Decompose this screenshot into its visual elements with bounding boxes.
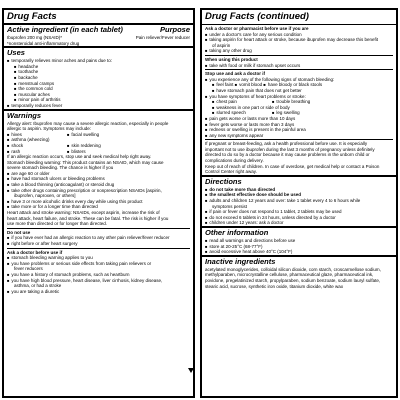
warnings-header: Warnings <box>4 109 193 121</box>
ask-doctor-header: Ask a doctor before use if <box>7 249 63 255</box>
do-not-use-item: ■ right before or after heart surgery <box>4 241 193 247</box>
stop-use-bleed-intro: ■ you experience any of the following signs of stomach bleeding: <box>202 77 396 83</box>
uses-fever: ■ temporarily reduces fever <box>4 103 193 109</box>
heart-warning-line: heart attack, heart failure, and stroke. These can be fatal. The risk is higher if you <box>7 215 169 221</box>
symptom: ■ blisters <box>67 149 86 154</box>
uses-intro: ■ temporarily relieves minor aches and pains due to: <box>4 58 193 64</box>
stomach-warning-line: severe stomach bleeding. The chance is higher if you <box>7 165 114 171</box>
stomach-item: ■ have 3 or more alcoholic drinks every day while using this product <box>4 199 193 205</box>
stop-use-item: ■ pain gets worse or lasts more than 10 days <box>202 116 396 122</box>
ingredient-purpose: Pain reliever/Fever reducer <box>135 35 190 40</box>
drug-facts-continued-title: Drug Facts (continued) <box>205 11 309 22</box>
ask-pharmacist-item-cont: of aspirin <box>212 42 231 48</box>
do-not-use-item: ■ if you have ever had an allergic reaction to any other pain reliever/fever reducer <box>4 235 193 241</box>
use-item: ■ menstrual cramps <box>4 81 193 87</box>
stomach-item-cont: ibuprofen, naproxen, or others] <box>14 193 76 199</box>
ask-doctor-item: ■ you have high blood pressure, heart disease, liver cirrhosis, kidney disease, <box>4 278 193 284</box>
ask-pharmacist-header: Ask a doctor or pharmacist before use if you are <box>205 26 309 31</box>
stomach-item: ■ take more or for a longer time than directed <box>4 204 193 210</box>
ask-pharmacist-item: ■ taking aspirin for heart attack or stroke, because ibuprofen may decrease this benefit <box>202 37 396 43</box>
allergy-after: If an allergic reaction occurs, stop use and seek medical help right away. <box>7 154 152 160</box>
use-item: ■ backache <box>4 75 193 81</box>
purpose-heading: Purpose <box>159 25 190 34</box>
pregnancy-line: directed to do so by a doctor because it may cause problems in the unborn child or <box>205 152 370 158</box>
directions-item: ■ adults and children 12 years and over: take 1 tablet every 4 to 6 hours while <box>202 198 396 204</box>
drug-facts-left-panel <box>2 8 195 398</box>
active-ingredient-heading: Active ingredient (in each tablet) <box>7 25 123 34</box>
ask-doctor-item: ■ you are taking a diuretic <box>4 289 193 295</box>
pregnancy-line: complications during delivery. <box>205 158 264 164</box>
heart-warning-line: use more than directed or for longer than directed. <box>7 221 108 227</box>
pregnancy-line: important not to use ibuprofen during the last 3 months of pregnancy unless definitely <box>205 146 375 152</box>
directions-item: ■ the smallest effective dose should be used <box>202 192 396 198</box>
directions-item: ■ do not take more than directed <box>202 187 396 193</box>
inactive-line: acetylated monoglycerides, colloidal silicon dioxide, corn starch, croscarmellose sodium, <box>205 266 381 272</box>
stop-use-heart-intro: ■ you have symptoms of heart problems or stroke: <box>202 94 396 100</box>
symptom: ■ facial swelling <box>67 132 99 137</box>
do-not-use-header: Do not use <box>7 229 31 235</box>
use-item: ■ the common cold <box>4 86 193 92</box>
allergy-alert-line: allergic to aspirin. Symptoms may include: <box>7 126 92 132</box>
stop-use-item: ■ fever gets worse or lasts more than 3 days <box>202 122 396 128</box>
use-item: ■ minor pain of arthritis <box>4 97 193 103</box>
ask-pharmacist-item: ■ under a doctor's care for any serious condition <box>202 32 396 38</box>
sign: ■ trouble breathing <box>272 99 310 104</box>
sign: ■ slurred speech <box>212 110 272 116</box>
sign: ■ leg swelling <box>272 110 300 115</box>
active-ingredient-header <box>4 23 193 35</box>
when-using-item: ■ take with food or milk if stomach upset occurs <box>202 63 396 69</box>
stomach-item: ■ are age 60 or older <box>4 171 193 177</box>
use-item: ■ muscular aches <box>4 92 193 98</box>
inactive-line: povidone, pregelatinized starch, propylparaben, sodium benzoate, sodium lauryl sulfate, <box>205 277 381 283</box>
inactive-ingredients-header: Inactive ingredients <box>202 255 396 267</box>
ask-doctor-item: ■ you have a history of stomach problems, such as heartburn <box>4 272 193 278</box>
directions-item: ■ do not exceed 6 tablets in 24 hours, unless directed by a doctor <box>202 215 396 221</box>
symptom: ■ rash <box>7 149 67 155</box>
symptom: ■ asthma (wheezing) <box>7 137 49 142</box>
stomach-item: ■ take other drugs containing prescription or nonprescription NSAIDs [aspirin, <box>4 188 193 194</box>
symptom: ■ hives <box>7 132 67 138</box>
directions-item-cont: symptoms persist <box>212 203 248 209</box>
stop-use-item: ■ redness or swelling is present in the painful area <box>202 127 396 133</box>
stomach-item: ■ take a blood thinning (anticoagulant) or steroid drug <box>4 182 193 188</box>
use-item: ■ toothache <box>4 69 193 75</box>
stomach-warning-line: Stomach bleeding warning: This product contains an NSAID, which may cause <box>7 159 164 165</box>
ask-doctor-item: ■ you have problems or serious side effects from taking pain relievers or <box>4 261 193 267</box>
ask-doctor-item: ■ stomach bleeding warning applies to you <box>4 255 193 261</box>
stomach-item: ■ have had stomach ulcers or bleeding problems <box>4 176 193 182</box>
symptom: ■ skin reddening <box>67 143 101 148</box>
sign: ■ have stomach pain that does not get better <box>212 88 302 93</box>
stop-use-item: ■ any new symptoms appear <box>202 133 396 139</box>
directions-item: ■ if pain or fever does not respond to 1 tablet, 2 tablets may be used <box>202 209 396 215</box>
keep-out-line: Keep out of reach of children. In case of overdose, get medical help or contact a Poison <box>205 163 380 169</box>
drug-facts-right-panel <box>200 8 398 398</box>
other-info-header: Other information <box>202 226 396 238</box>
drug-facts-title: Drug Facts <box>7 11 57 22</box>
inactive-line: stearic acid, sucrose, synthetic iron oxide, titanium dioxide, white wax <box>205 283 344 289</box>
ask-doctor-item-cont: fever reducers <box>14 266 43 272</box>
ask-pharmacist-item: ■ taking any other drug <box>202 48 396 54</box>
sign: ■ vomit blood <box>235 82 262 87</box>
keep-out-line: Control Center right away. <box>205 169 257 175</box>
nsaid-footnote: *nonsteroidal anti-inflammatory drug <box>7 40 80 46</box>
when-using-header: When using this product <box>205 56 258 62</box>
heart-warning-line: Heart attack and stroke warning: NSAIDs, except aspirin, increase the risk of <box>7 210 160 216</box>
directions-header: Directions <box>202 175 396 187</box>
continued-arrow-icon <box>188 368 194 373</box>
ingredient-name: Ibuprofen 200 mg (NSAID)* <box>7 35 63 40</box>
sign: ■ feel faint <box>212 82 233 87</box>
sign: ■ chest pain <box>212 99 272 105</box>
other-info-item: ■ avoid excessive heat above 40°C (104°F) <box>202 249 396 255</box>
ask-doctor-item-cont: asthma, or had a stroke <box>14 283 62 289</box>
stop-use-header: Stop use and ask a doctor if <box>205 71 266 77</box>
symptom: ■ shock <box>7 143 67 149</box>
sign: ■ have bloody or black stools <box>263 82 322 87</box>
other-info-item: ■ store at 20-25°C (68-77°F) <box>202 244 396 250</box>
pregnancy-line: If pregnant or breast-feeding, ask a health professional before use. It is especially <box>205 141 368 147</box>
other-info-item: ■ read all warnings and directions before use <box>202 238 396 244</box>
use-item: ■ headache <box>4 64 193 70</box>
directions-item: ■ children under 12 years: ask a doctor <box>202 220 396 226</box>
sign: ■ weakness in one part or side of body <box>212 105 290 110</box>
inactive-line: methylparaben, microcrystalline cellulose, pharmaceutical glaze, pharmaceutical ink, <box>205 272 374 278</box>
allergy-alert-line: Allergy alert: Ibuprofen may cause a severe allergic reaction, especially in people <box>7 120 169 126</box>
uses-header: Uses <box>4 46 193 58</box>
